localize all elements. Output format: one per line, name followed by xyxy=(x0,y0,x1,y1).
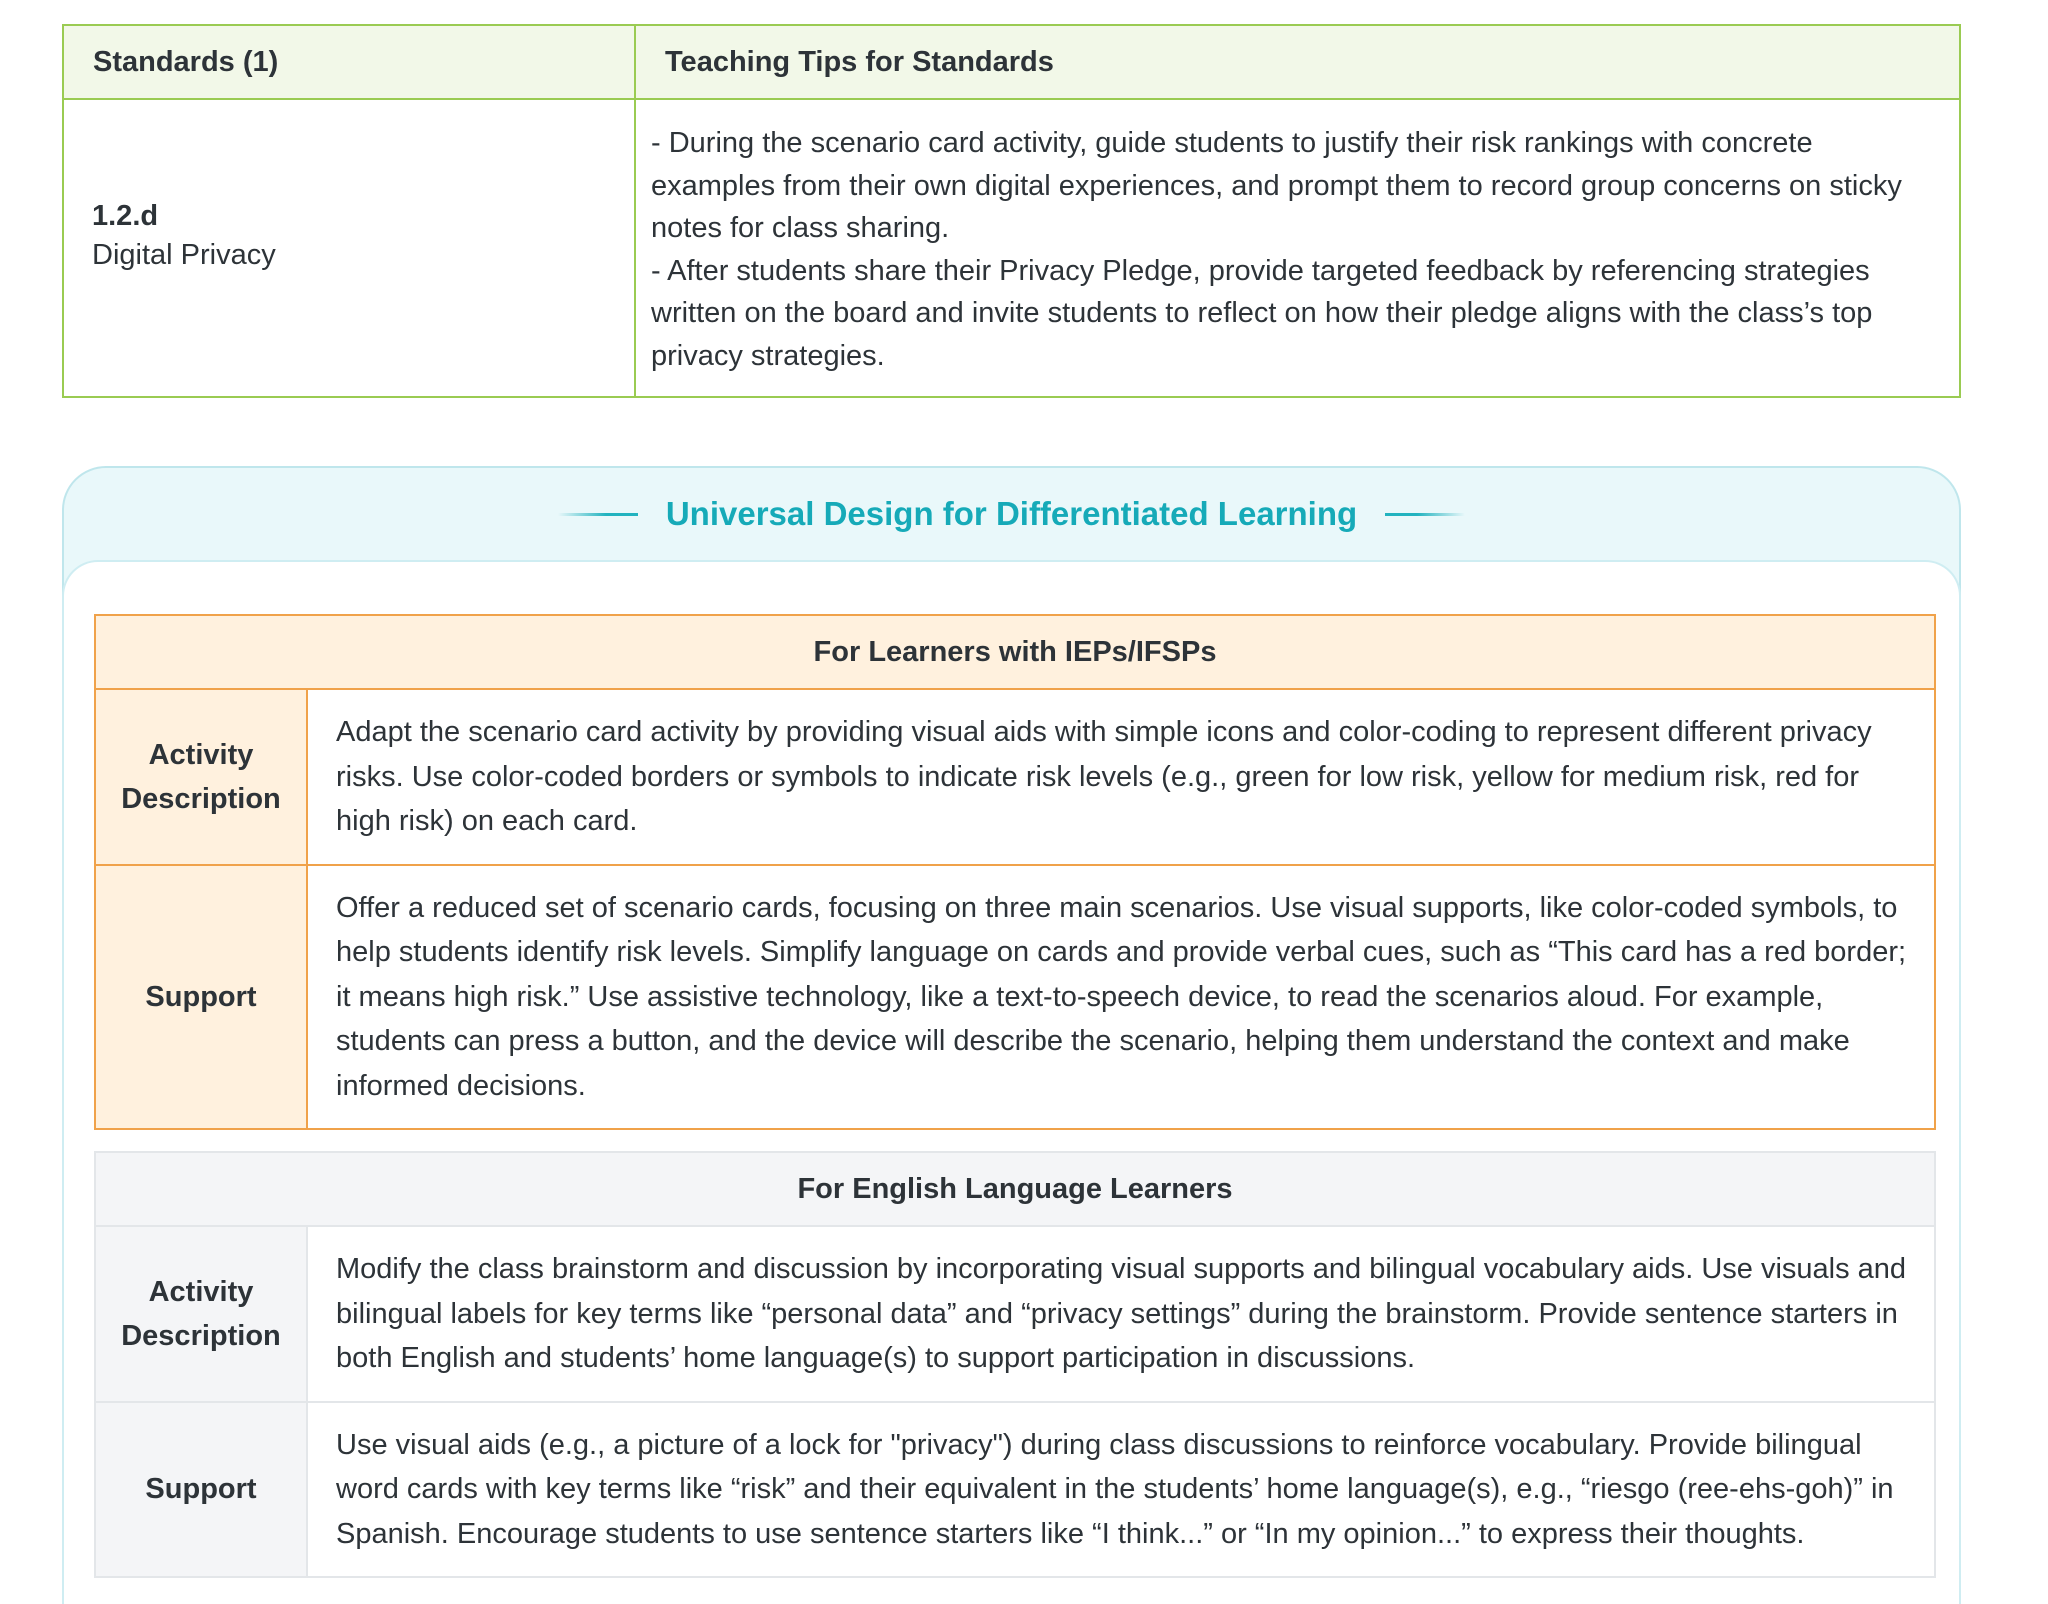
standard-name: Digital Privacy xyxy=(92,239,276,271)
row-label-line: Description xyxy=(121,1319,281,1352)
teaching-tip: - During the scenario card activity, guide students to justify their risk rankings with concrete examples from their own digital experiences, and prompt them to record group concerns on sticky notes for class sharing. xyxy=(651,127,1902,244)
udl-header xyxy=(64,468,1959,560)
table-row xyxy=(96,690,1934,864)
ell-learners-table xyxy=(94,1151,1936,1578)
iep-learners-table xyxy=(94,614,1936,1130)
udl-title: Universal Design for Differentiated Learning xyxy=(665,495,1358,532)
udl-content xyxy=(62,560,1961,1604)
row-text: Adapt the scenario card activity by providing visual aids with simple icons and color-coding to represent different privacy risks. Use color-coded borders or symbols to indicate risk levels (e.g., green for low risk, yellow for medium risk, red for high risk) on each card. xyxy=(336,716,1872,837)
title-divider-right xyxy=(1385,513,1465,516)
row-label-line: Support xyxy=(145,980,257,1013)
row-label-line: Activity xyxy=(148,738,254,771)
teaching-tips-cell xyxy=(634,100,1959,396)
row-label-line: Activity xyxy=(148,1275,254,1308)
standard-code: 1.2.d xyxy=(92,200,159,232)
teaching-tip: - After students share their Privacy Pledge, provide targeted feedback by referencing strategies written on the board and invite students to reflect on how their pledge aligns with the class’s top privacy strategies. xyxy=(651,254,1873,372)
row-label xyxy=(96,1403,308,1577)
standards-table xyxy=(62,24,1961,398)
standard-cell xyxy=(64,100,634,396)
row-label-line: Support xyxy=(145,1473,257,1506)
row-text: Offer a reduced set of scenario cards, focusing on three main scenarios. Use visual supports, like color-coded symbols, to help students identify risk levels. Simplify language on cards and provide verbal cues, such as “This card has a red border; it means high risk.” Use assistive technology, like a text-to-speech device, to read the scenarios aloud. For example, students can press a button, and the device will describe the scenario, helping them understand the context and make informed decisions. xyxy=(336,891,1907,1102)
standards-column-header: Standards (1) xyxy=(64,26,634,100)
row-label xyxy=(96,1227,308,1401)
ell-table-header: For English Language Learners xyxy=(96,1153,1934,1227)
table-row xyxy=(96,864,1934,1129)
title-divider-left xyxy=(558,513,638,516)
row-text: Use visual aids (e.g., a picture of a lock for "privacy") during class discussions to reinforce vocabulary. Provide bilingual word cards with key terms like “risk” and their equivalent in the students’ home language(s), e.g., “riesgo (ree-ehs-goh)” in Spanish. Encourage students to use sentence starters like “I think...” or “In my opinion...” to express their thoughts. xyxy=(336,1428,1894,1550)
teaching-tips-column-header: Teaching Tips for Standards xyxy=(634,26,1959,100)
udl-card xyxy=(62,466,1961,1604)
table-row xyxy=(96,1401,1934,1577)
table-row xyxy=(96,1227,1934,1401)
row-label xyxy=(96,690,308,864)
row-label-line: Description xyxy=(121,782,281,815)
iep-table-header: For Learners with IEPs/IFSPs xyxy=(96,616,1934,690)
row-label xyxy=(96,866,308,1129)
row-text: Modify the class brainstorm and discussion by incorporating visual supports and bilingual vocabulary aids. Use visuals and bilingual labels for key terms like “personal data” and “privacy settings” during the brainstorm. Provide sentence starters in both English and students’ home language(s) to support participation in discussions. xyxy=(336,1253,1907,1374)
